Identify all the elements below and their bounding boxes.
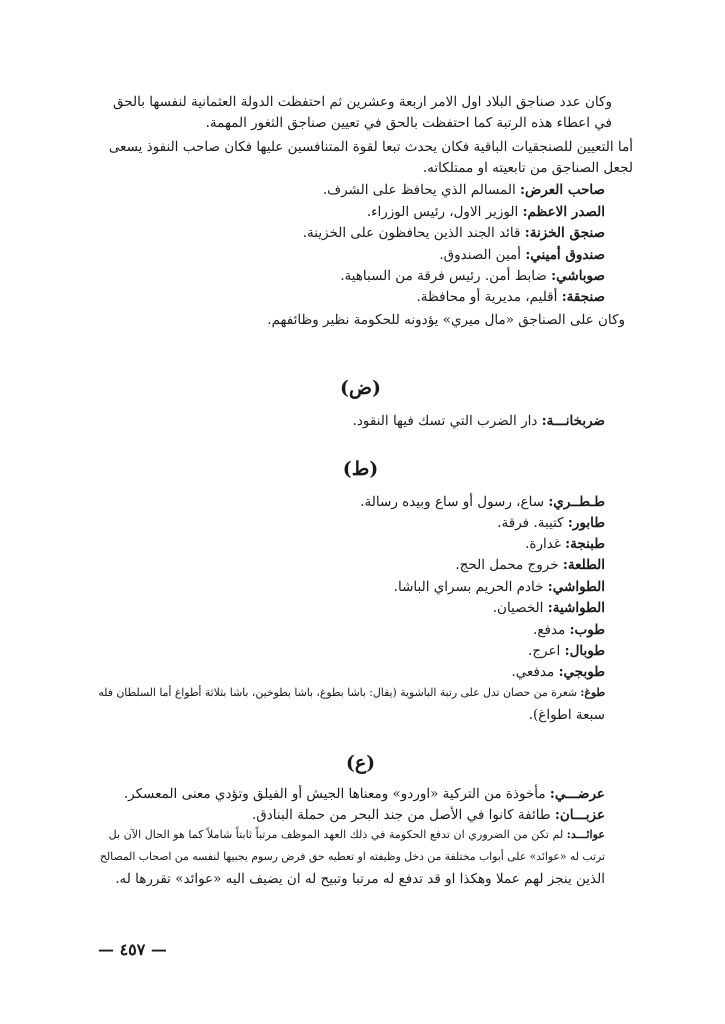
def-text: مدفعي. bbox=[511, 664, 559, 680]
def-text: شعرة من حصان تدل على رتبة الباشوية (يقال: باشا بطوغ، باشا بطوخين، باشا بثلاثة أطواغ أما السلطان فله bbox=[98, 686, 581, 699]
def-term: طابور: bbox=[567, 515, 605, 531]
def-awaid-line-2: ترتب له «عوائد» على أبواب مختلفة من دخل وظيفته او تعطيه حق فرض رسوم يجبيها لنفسه من اصحاب المصالح bbox=[99, 850, 605, 863]
def-tub bbox=[533, 622, 605, 638]
def-tubal bbox=[528, 643, 605, 659]
def-text: خروج محمل الحج. bbox=[455, 557, 563, 573]
section-heading-ta: (ط) bbox=[342, 458, 379, 480]
def-term: صنجقة: bbox=[561, 289, 605, 305]
section-heading-ain: (ع) bbox=[345, 752, 376, 774]
def-term: طوبال: bbox=[564, 643, 605, 659]
def-term: طـطــري: bbox=[548, 494, 605, 510]
def-text: ضابط أمن. رئيس فرقة من السباهية. bbox=[340, 268, 552, 284]
def-sanjaq-alkhazna bbox=[303, 225, 605, 241]
def-term: صوباشي: bbox=[551, 268, 605, 284]
def-term: الطواشي: bbox=[547, 579, 605, 595]
def-sunduq-amini bbox=[439, 247, 605, 263]
def-term: الصدر الاعظم: bbox=[522, 204, 605, 220]
def-text: مأخوذة من التركية «اوردو» ومعناها الجيش أو الفيلق وتؤدي معنى المعسكر. bbox=[123, 786, 550, 802]
def-tubji bbox=[511, 664, 605, 680]
intro-paragraph-2: أما التعيين للصنجقيات الباقية فكان يحدث تبعا لقوة المتنافسين عليها فكان صاحب النفوذ يسعى لجعل الصناجق من تابعيته او ممتلكاته. bbox=[108, 139, 633, 176]
def-text: قائد الجند الذين يحافظون على الخزينة. bbox=[302, 225, 525, 241]
def-term: صنجق الخزنة: bbox=[524, 225, 605, 241]
def-tabanja bbox=[525, 536, 605, 552]
def-term: صندوق أميني: bbox=[525, 247, 605, 263]
def-altalaa bbox=[455, 557, 605, 573]
def-term: صاحب العرض: bbox=[519, 182, 605, 198]
def-ordi bbox=[124, 786, 605, 802]
page-number: — ٤٥٧ — bbox=[98, 940, 167, 959]
def-term: عوائـــد: bbox=[566, 828, 605, 841]
def-text: أمين الصندوق. bbox=[439, 247, 526, 263]
def-text: لم تكن من الضروري ان تدفع الحكومة في ذلك العهد الموظف مرتباً ثابتاً شاملاً كما هو الحال الآن بل bbox=[108, 828, 567, 841]
def-term: ضربخانـــة: bbox=[541, 413, 605, 429]
def-term: عزبـــان: bbox=[554, 807, 605, 823]
def-text: المسالم الذي يحافظ على الشرف. bbox=[322, 182, 520, 198]
def-text: كتيبة. فرقة. bbox=[497, 515, 568, 531]
def-term: الطواشية: bbox=[547, 600, 605, 616]
def-awaid-line-3: الذين ينجز لهم عملا وهكذا او قد تدفع له مرتبا وتبيح له ان يضيف اليه «عوائد» تقررها له. bbox=[115, 871, 605, 887]
def-text: خادم الحريم بسراي الباشا. bbox=[393, 579, 548, 595]
def-text: الخصيان. bbox=[492, 600, 548, 616]
def-sahib-alard bbox=[323, 182, 605, 198]
def-awaid bbox=[109, 828, 605, 841]
def-text: الوزير الاول، رئيس الوزراء. bbox=[366, 204, 523, 220]
def-darbkhana bbox=[353, 413, 605, 429]
def-sanjaqa bbox=[417, 289, 605, 305]
def-tugh bbox=[98, 686, 605, 699]
def-term: الطلعة: bbox=[562, 557, 605, 573]
def-text: أقليم، مديرية أو محافظة. bbox=[416, 289, 562, 305]
def-text: دار الضرب التي تسك فيها النقود. bbox=[352, 413, 542, 429]
def-text: طائفة كانوا في الأصل من جند البحر من حملة البنادق. bbox=[252, 807, 555, 823]
def-term: طبنجة: bbox=[565, 536, 605, 552]
def-term: طوب: bbox=[569, 622, 605, 638]
def-azab bbox=[252, 807, 605, 823]
def-text: ساع، رسول أو ساع وبيده رسالة. bbox=[360, 494, 549, 510]
def-term: طوبجي: bbox=[558, 664, 605, 680]
def-altawashiya bbox=[493, 600, 605, 616]
def-subashi bbox=[340, 268, 605, 284]
def-altawashi bbox=[394, 579, 605, 595]
def-term: عرضـــي: bbox=[549, 786, 605, 802]
def-term: طوغ: bbox=[580, 686, 605, 699]
section-heading-dad: (ض) bbox=[340, 377, 381, 399]
intro-paragraph-1: وكان عدد صناجق البلاد اول الامر اربعة وعشرين ثم احتفظت الدولة العثمانية لنفسها بالحق في اعطاء هذه الرتبة كما احتفظت بالحق في تعيين صناجق الثغور المهمة. bbox=[113, 94, 612, 131]
closing-sentence: وكان على الصناجق «مال ميري» يؤدونه للحكومة نظير وظائفهم. bbox=[267, 312, 625, 328]
def-text: اعرج. bbox=[528, 643, 565, 659]
def-tugh-continuation: سبعة اطواغ). bbox=[528, 707, 605, 723]
def-text: مدفع. bbox=[533, 622, 570, 638]
def-tatari bbox=[360, 494, 605, 510]
def-alsadr-alazam bbox=[367, 204, 605, 220]
def-tabur bbox=[497, 515, 605, 531]
def-text: غدارة. bbox=[525, 536, 566, 552]
